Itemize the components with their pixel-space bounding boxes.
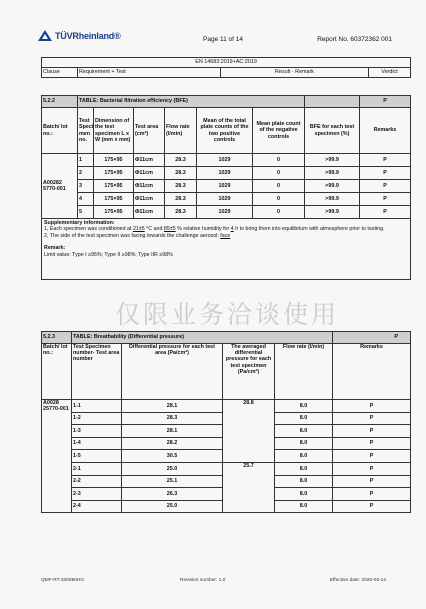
footer-form-number: QMF-RT-330080HG [41, 578, 85, 583]
table-row-cell: 28.2 [122, 437, 223, 450]
table-row-cell: 0 [253, 154, 305, 167]
table-row-cell: Φ11cm [134, 180, 165, 193]
table-row-cell: 28.1 [122, 400, 223, 413]
bfe-col-specimen: Test Speci men no. [78, 108, 94, 154]
watermark-text: 仅限业务洽谈使用 [115, 300, 340, 329]
report-number: Report No. 60372362 001 [317, 36, 392, 43]
table-row-cell: P [333, 437, 411, 450]
table-row-cell: >99.9 [305, 193, 360, 206]
result-header: Result - Remark [221, 68, 369, 78]
bfe-col-area: Test area (cm²) [134, 108, 165, 154]
table-row-cell: 8.0 [275, 475, 333, 488]
requirement-header: Requirement + Test [78, 68, 221, 78]
table-row-cell: 30.5 [122, 450, 223, 463]
table-row-cell: 1029 [197, 193, 253, 206]
table-row-cell: P [360, 167, 411, 180]
breath-col-specimen: Test Specimen number- Test area number [72, 344, 122, 400]
table-row-cell: P [360, 206, 411, 219]
bfe-notes [42, 219, 411, 280]
table-row-cell: 28.3 [165, 180, 197, 193]
table-row-cell: P [360, 154, 411, 167]
table-row-cell: 28.3 [165, 206, 197, 219]
table-row-cell: 28.3 [165, 193, 197, 206]
table-row-cell: 25.0 [122, 500, 223, 513]
table-row-cell: 8.0 [275, 437, 333, 450]
table-row-cell: 2-3 [72, 488, 122, 501]
table-row-cell: 1-5 [72, 450, 122, 463]
table-row-cell: 26.3 [122, 488, 223, 501]
table-row-cell: 0 [253, 180, 305, 193]
table-row-cell: 5 [78, 206, 94, 219]
table-row-cell: 8.0 [275, 462, 333, 475]
table-row-cell: 1-3 [72, 425, 122, 438]
table-row-cell: P [333, 488, 411, 501]
clause-header: Clause [42, 68, 78, 78]
remark-text: Limit value: Type I ≥95%; Type II ≥98%; Type IIR ≥98% [44, 251, 173, 258]
table-row-cell: 4 [78, 193, 94, 206]
table-row-cell: 1-1 [72, 400, 122, 413]
table-row-cell: Φ11cm [134, 206, 165, 219]
table-row-cell: 2-4 [72, 500, 122, 513]
breath-col-flow: Flow rate (l/min) [275, 344, 333, 400]
breath-average-1: 28.8 [223, 400, 275, 463]
breath-average-2: 25.7 [223, 462, 275, 512]
bfe-col-remarks: Remarks [360, 108, 411, 154]
table-row-cell: 1-2 [72, 412, 122, 425]
breath-verdict: P [333, 332, 411, 344]
report-header-table [41, 57, 411, 78]
table-row-cell: P [333, 500, 411, 513]
table-row-cell: P [333, 462, 411, 475]
table-row-cell: 8.0 [275, 400, 333, 413]
supplementary-item-2: 2, The side of the test specimen was facing towards the challenge aerosol: face [44, 232, 231, 239]
bfe-col-flow: Flow rate (l/min) [165, 108, 197, 154]
table-row-cell: P [360, 193, 411, 206]
conditioning-hours: 4 [230, 226, 234, 233]
table-row-cell: 25.0 [122, 462, 223, 475]
bfe-batch: A00282 5770-001 [42, 154, 78, 219]
bfe-col-dimension: Dimension of the test specimen L x W (mm x mm) [94, 108, 134, 154]
bfe-col-negative: Mean plate count of the negative controls [253, 108, 305, 154]
table-row-cell: 1029 [197, 167, 253, 180]
table-row-cell: 8.0 [275, 488, 333, 501]
breathability-table [41, 331, 411, 513]
bfe-col-bfe: BFE for each test specimen (%) [305, 108, 360, 154]
page-number: Page 11 of 14 [203, 36, 243, 43]
bfe-clause: 5.2.2 [42, 96, 78, 108]
breath-clause: 5.2.3 [42, 332, 72, 344]
footer-revision: Revision number: 1.0 [180, 578, 226, 583]
conditioning-humidity: 85±5 [163, 226, 176, 233]
table-row-cell: P [333, 450, 411, 463]
page-header [38, 28, 392, 46]
facing-side: face [220, 232, 231, 239]
table-row-cell: 0 [253, 193, 305, 206]
conditioning-temperature: 21±5 [132, 226, 145, 233]
tuv-logo [38, 30, 121, 41]
table-row-cell: >99.9 [305, 206, 360, 219]
remark-title: Remark: [44, 245, 66, 252]
bfe-title: TABLE: Bacterial filtration efficiency (BFE) [78, 96, 305, 108]
table-row-cell: 0 [253, 167, 305, 180]
footer-effective-date: Effective date: 2020-03-12 [329, 578, 386, 583]
verdict-header: Verdict [369, 68, 411, 78]
table-row-cell: 175×95 [94, 180, 134, 193]
table-row-cell: 8.0 [275, 450, 333, 463]
table-row-cell: 28.3 [165, 154, 197, 167]
table-row-cell: >99.9 [305, 154, 360, 167]
logo-text: TÜVRheinland® [55, 30, 121, 41]
table-row-cell: 175×95 [94, 206, 134, 219]
table-row-cell: >99.9 [305, 180, 360, 193]
breath-col-remarks: Remarks [333, 344, 411, 400]
table-row-cell: Φ11cm [134, 167, 165, 180]
table-row-cell: 175×95 [94, 193, 134, 206]
breath-col-avg: The averaged differential pressure for each test specimen (Pa/cm²) [223, 344, 275, 400]
table-row-cell: P [333, 475, 411, 488]
breath-title: TABLE: Breathability (Differential pressure) [72, 332, 333, 344]
table-row-cell: 8.0 [275, 425, 333, 438]
breath-col-dp: Differential pressure for each test area (Pa/cm²) [122, 344, 223, 400]
table-row-cell: >99.9 [305, 167, 360, 180]
table-row-cell: P [333, 412, 411, 425]
table-row-cell: P [333, 400, 411, 413]
table-row-cell: Φ11cm [134, 154, 165, 167]
table-row-cell: 8.0 [275, 412, 333, 425]
table-row-cell: 28.3 [165, 167, 197, 180]
table-row-cell: 1-4 [72, 437, 122, 450]
table-row-cell: 3 [78, 180, 94, 193]
table-row-cell: 28.1 [122, 425, 223, 438]
table-row-cell: P [360, 180, 411, 193]
breath-batch: A0028 25770-001 [42, 400, 72, 513]
table-row-cell: P [333, 425, 411, 438]
table-row-cell: 1029 [197, 180, 253, 193]
standard-row: EN 14683:2019+AC:2019 [42, 58, 411, 68]
bfe-col-positive: Mean of the total plate counts of the two positive controls [197, 108, 253, 154]
table-row-cell: 175×95 [94, 167, 134, 180]
table-row-cell: 0 [253, 206, 305, 219]
supplementary-title: Supplementary information: [44, 220, 115, 226]
table-row-cell: 25.1 [122, 475, 223, 488]
table-row-cell: 2-1 [72, 462, 122, 475]
table-row-cell: 8.0 [275, 500, 333, 513]
table-row-cell: 1029 [197, 206, 253, 219]
tuv-triangle-icon [38, 30, 52, 41]
table-row-cell: Φ11cm [134, 193, 165, 206]
table-row-cell: 1 [78, 154, 94, 167]
bfe-col-batch: Batch/ lot no.: [42, 108, 78, 154]
bfe-table [41, 95, 411, 280]
supplementary-item-1: 1, Each specimen was conditioned at 21±5 °C and 85±5 % relative humidity for 4 h to bring them into equilibrium with atmosphere prior to testing. [44, 226, 385, 233]
table-row-cell: 175×95 [94, 154, 134, 167]
table-row-cell: 2 [78, 167, 94, 180]
breath-col-batch: Batch/ lot no.: [42, 344, 72, 400]
table-row-cell: 28.3 [122, 412, 223, 425]
bfe-verdict: P [360, 96, 411, 108]
table-row-cell: 2-2 [72, 475, 122, 488]
table-row-cell: 1029 [197, 154, 253, 167]
